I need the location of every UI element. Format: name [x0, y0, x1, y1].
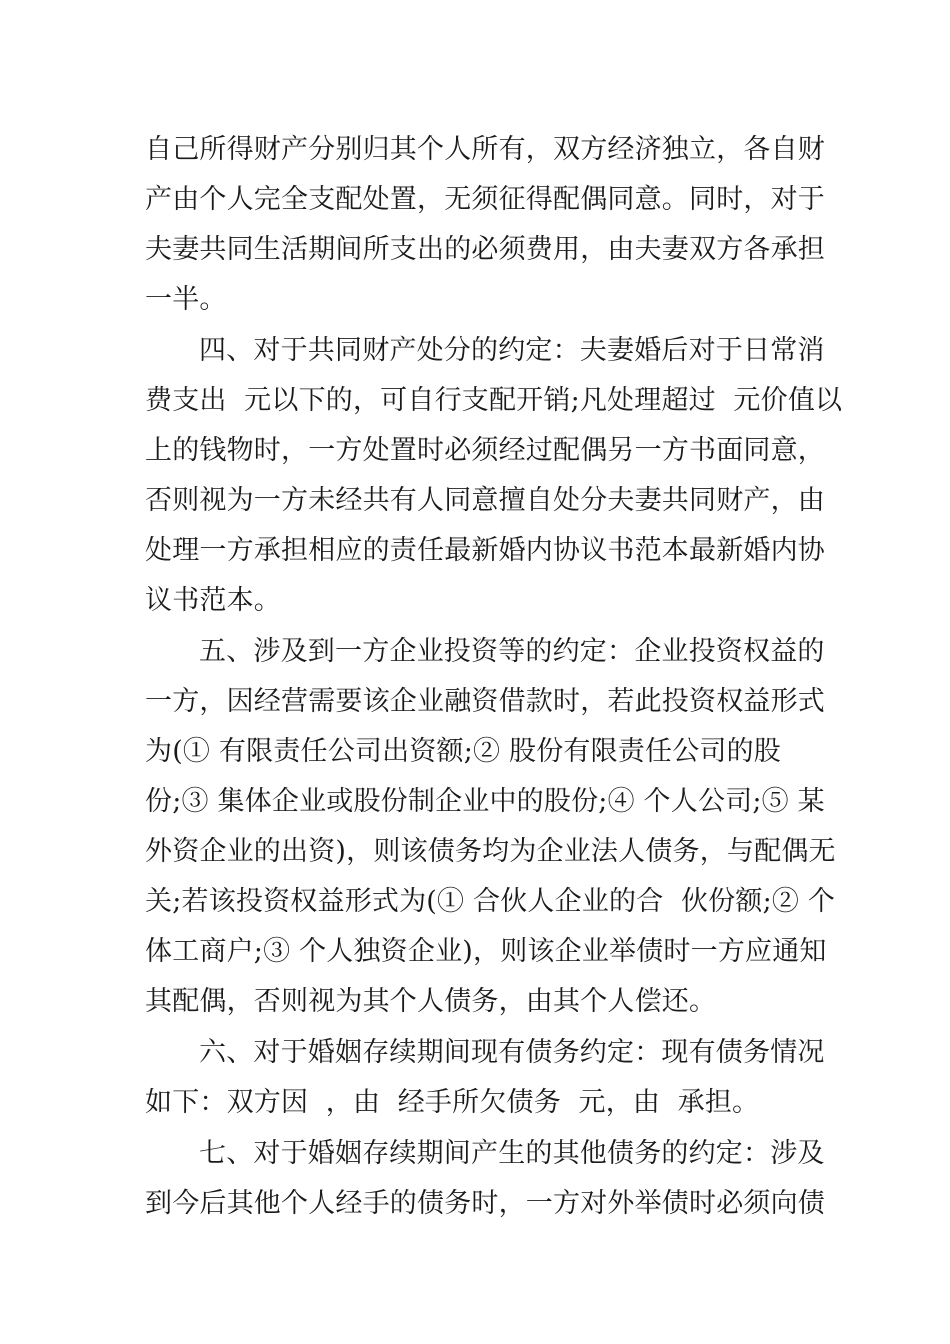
text-line: 到今后其他个人经手的债务时，一方对外举债时必须向债	[145, 1188, 825, 1219]
text-line: 上的钱物时，一方处置时必须经过配偶另一方书面同意，	[145, 435, 825, 466]
text-line: 为(① 有限责任公司出资额;② 股份有限责任公司的股	[145, 736, 781, 767]
paragraph-4-first-line: 四、对于共同财产处分的约定：夫妻婚后对于日常消	[199, 335, 825, 366]
text-line: 其配偶，否则视为其个人债务，由其个人偿还。	[145, 986, 717, 1017]
paragraph-6-first-line: 六、对于婚姻存续期间现有债务约定：现有债务情况	[199, 1037, 825, 1068]
text-line: 否则视为一方未经共有人同意擅自处分夫妻共同财产，由	[145, 485, 825, 516]
text-line: 如下：双方因 ，由 经手所欠债务 元，由 承担。	[145, 1087, 760, 1118]
text-line: 费支出 元以下的，可自行支配开销;凡处理超过 元价值以	[145, 385, 843, 416]
text-line: 一半。	[145, 284, 227, 315]
text-line: 自己所得财产分别归其个人所有，双方经济独立，各自财	[145, 134, 825, 165]
text-line: 关;若该投资权益形式为(① 合伙人企业的合 伙份额;② 个	[145, 886, 836, 917]
text-line: 体工商户;③ 个人独资企业)，则该企业举债时一方应通知	[145, 936, 827, 967]
paragraph-5-first-line: 五、涉及到一方企业投资等的约定：企业投资权益的	[199, 636, 825, 667]
text-line: 产由个人完全支配处置，无须征得配偶同意。同时，对于	[145, 184, 825, 215]
text-line: 一方，因经营需要该企业融资借款时，若此投资权益形式	[145, 686, 825, 717]
text-line: 议书范本。	[145, 585, 281, 616]
text-line: 外资企业的出资)，则该债务均为企业法人债务，与配偶无	[145, 836, 836, 867]
paragraph-7-first-line: 七、对于婚姻存续期间产生的其他债务的约定：涉及	[199, 1138, 825, 1169]
text-line: 份;③ 集体企业或股份制企业中的股份;④ 个人公司;⑤ 某	[145, 786, 825, 817]
text-line: 夫妻共同生活期间所支出的必须费用，由夫妻双方各承担	[145, 234, 825, 265]
text-line: 处理一方承担相应的责任最新婚内协议书范本最新婚内协	[145, 535, 825, 566]
